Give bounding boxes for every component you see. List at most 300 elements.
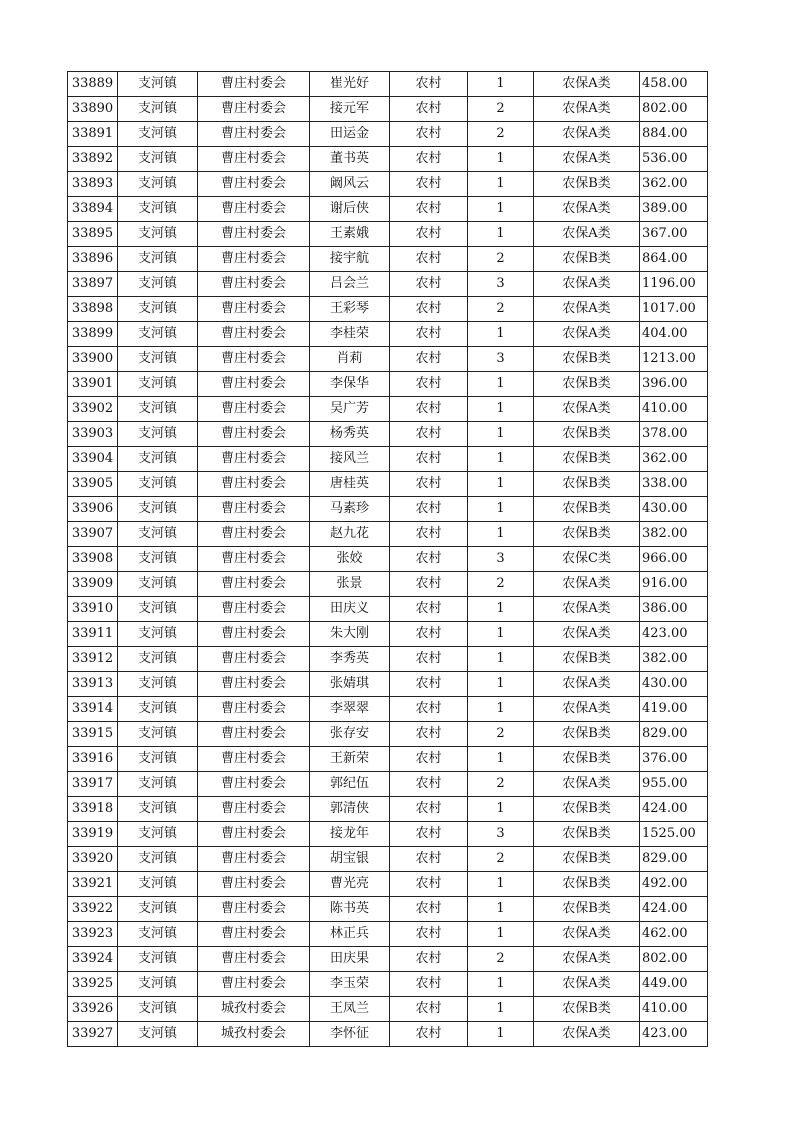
village-committee-cell: 曹庄村委会: [198, 322, 310, 347]
name-cell: 田庆果: [310, 947, 390, 972]
village-committee-cell: 城孜村委会: [198, 997, 310, 1022]
table-row: [68, 72, 708, 97]
village-committee-cell: 曹庄村委会: [198, 547, 310, 572]
category-cell: 农保A类: [534, 922, 640, 947]
amount-cell: 536.00: [640, 147, 708, 172]
household-type-cell: 农村: [390, 747, 468, 772]
household-size-cell: 1: [468, 172, 534, 197]
table-row: [68, 797, 708, 822]
name-cell: 曹光亮: [310, 872, 390, 897]
household-size-cell: 1: [468, 647, 534, 672]
table-row: [68, 572, 708, 597]
household-size-cell: 1: [468, 697, 534, 722]
household-type-cell: 农村: [390, 822, 468, 847]
household-size-cell: 1: [468, 197, 534, 222]
town-cell: 支河镇: [118, 947, 198, 972]
serial-number-cell: 33916: [68, 747, 118, 772]
category-cell: 农保C类: [534, 547, 640, 572]
serial-number-cell: 33912: [68, 647, 118, 672]
town-cell: 支河镇: [118, 272, 198, 297]
category-cell: 农保B类: [534, 822, 640, 847]
serial-number-cell: 33903: [68, 422, 118, 447]
amount-cell: 916.00: [640, 572, 708, 597]
serial-number-cell: 33911: [68, 622, 118, 647]
town-cell: 支河镇: [118, 397, 198, 422]
town-cell: 支河镇: [118, 222, 198, 247]
serial-number-cell: 33921: [68, 872, 118, 897]
town-cell: 支河镇: [118, 997, 198, 1022]
town-cell: 支河镇: [118, 922, 198, 947]
village-committee-cell: 曹庄村委会: [198, 622, 310, 647]
category-cell: 农保B类: [534, 522, 640, 547]
name-cell: 李桂荣: [310, 322, 390, 347]
amount-cell: 367.00: [640, 222, 708, 247]
name-cell: 接龙年: [310, 822, 390, 847]
town-cell: 支河镇: [118, 172, 198, 197]
household-type-cell: 农村: [390, 447, 468, 472]
table-row: [68, 822, 708, 847]
town-cell: 支河镇: [118, 347, 198, 372]
serial-number-cell: 33891: [68, 122, 118, 147]
category-cell: 农保A类: [534, 972, 640, 997]
household-type-cell: 农村: [390, 1022, 468, 1047]
name-cell: 吕会兰: [310, 272, 390, 297]
amount-cell: 410.00: [640, 397, 708, 422]
household-size-cell: 1: [468, 522, 534, 547]
village-committee-cell: 曹庄村委会: [198, 872, 310, 897]
name-cell: 郭纪伍: [310, 772, 390, 797]
relief-roster-table: [67, 71, 708, 1047]
household-size-cell: 2: [468, 847, 534, 872]
name-cell: 朱大刚: [310, 622, 390, 647]
table-row: [68, 947, 708, 972]
name-cell: 接元军: [310, 97, 390, 122]
table-row: [68, 997, 708, 1022]
household-size-cell: 1: [468, 1022, 534, 1047]
name-cell: 李秀英: [310, 647, 390, 672]
village-committee-cell: 曹庄村委会: [198, 947, 310, 972]
serial-number-cell: 33926: [68, 997, 118, 1022]
amount-cell: 492.00: [640, 872, 708, 897]
amount-cell: 462.00: [640, 922, 708, 947]
town-cell: 支河镇: [118, 522, 198, 547]
household-type-cell: 农村: [390, 972, 468, 997]
household-type-cell: 农村: [390, 722, 468, 747]
household-size-cell: 1: [468, 897, 534, 922]
household-size-cell: 3: [468, 272, 534, 297]
table-row: [68, 222, 708, 247]
category-cell: 农保A类: [534, 222, 640, 247]
serial-number-cell: 33904: [68, 447, 118, 472]
household-type-cell: 农村: [390, 122, 468, 147]
amount-cell: 423.00: [640, 1022, 708, 1047]
amount-cell: 802.00: [640, 947, 708, 972]
village-committee-cell: 曹庄村委会: [198, 97, 310, 122]
household-type-cell: 农村: [390, 247, 468, 272]
serial-number-cell: 33915: [68, 722, 118, 747]
amount-cell: 458.00: [640, 72, 708, 97]
name-cell: 胡宝银: [310, 847, 390, 872]
village-committee-cell: 城孜村委会: [198, 1022, 310, 1047]
household-type-cell: 农村: [390, 172, 468, 197]
household-type-cell: 农村: [390, 222, 468, 247]
table-body: [68, 72, 708, 1047]
table-row: [68, 147, 708, 172]
household-size-cell: 1: [468, 797, 534, 822]
household-size-cell: 2: [468, 722, 534, 747]
town-cell: 支河镇: [118, 297, 198, 322]
name-cell: 赵九花: [310, 522, 390, 547]
name-cell: 谢后侠: [310, 197, 390, 222]
household-size-cell: 2: [468, 97, 534, 122]
household-size-cell: 1: [468, 372, 534, 397]
table-row: [68, 422, 708, 447]
household-size-cell: 3: [468, 822, 534, 847]
village-committee-cell: 曹庄村委会: [198, 647, 310, 672]
serial-number-cell: 33922: [68, 897, 118, 922]
village-committee-cell: 曹庄村委会: [198, 772, 310, 797]
name-cell: 田庆义: [310, 597, 390, 622]
village-committee-cell: 曹庄村委会: [198, 172, 310, 197]
category-cell: 农保B类: [534, 247, 640, 272]
name-cell: 张姣: [310, 547, 390, 572]
category-cell: 农保B类: [534, 647, 640, 672]
serial-number-cell: 33902: [68, 397, 118, 422]
name-cell: 林正兵: [310, 922, 390, 947]
serial-number-cell: 33892: [68, 147, 118, 172]
household-type-cell: 农村: [390, 197, 468, 222]
amount-cell: 449.00: [640, 972, 708, 997]
household-size-cell: 1: [468, 72, 534, 97]
village-committee-cell: 曹庄村委会: [198, 122, 310, 147]
name-cell: 接宇航: [310, 247, 390, 272]
household-size-cell: 1: [468, 147, 534, 172]
village-committee-cell: 曹庄村委会: [198, 897, 310, 922]
amount-cell: 430.00: [640, 497, 708, 522]
table-row: [68, 272, 708, 297]
category-cell: 农保B类: [534, 747, 640, 772]
category-cell: 农保B类: [534, 372, 640, 397]
category-cell: 农保B类: [534, 847, 640, 872]
name-cell: 李怀征: [310, 1022, 390, 1047]
amount-cell: 829.00: [640, 722, 708, 747]
amount-cell: 386.00: [640, 597, 708, 622]
town-cell: 支河镇: [118, 147, 198, 172]
serial-number-cell: 33914: [68, 697, 118, 722]
household-type-cell: 农村: [390, 947, 468, 972]
household-type-cell: 农村: [390, 772, 468, 797]
name-cell: 吴广芳: [310, 397, 390, 422]
household-size-cell: 3: [468, 547, 534, 572]
category-cell: 农保B类: [534, 422, 640, 447]
category-cell: 农保A类: [534, 147, 640, 172]
name-cell: 崔光好: [310, 72, 390, 97]
village-committee-cell: 曹庄村委会: [198, 672, 310, 697]
town-cell: 支河镇: [118, 547, 198, 572]
village-committee-cell: 曹庄村委会: [198, 747, 310, 772]
table-row: [68, 297, 708, 322]
amount-cell: 802.00: [640, 97, 708, 122]
town-cell: 支河镇: [118, 622, 198, 647]
name-cell: 唐桂英: [310, 472, 390, 497]
table-row: [68, 697, 708, 722]
household-size-cell: 1: [468, 672, 534, 697]
household-type-cell: 农村: [390, 272, 468, 297]
serial-number-cell: 33927: [68, 1022, 118, 1047]
household-type-cell: 农村: [390, 922, 468, 947]
town-cell: 支河镇: [118, 872, 198, 897]
category-cell: 农保A类: [534, 272, 640, 297]
town-cell: 支河镇: [118, 722, 198, 747]
amount-cell: 404.00: [640, 322, 708, 347]
table-row: [68, 97, 708, 122]
village-committee-cell: 曹庄村委会: [198, 397, 310, 422]
town-cell: 支河镇: [118, 847, 198, 872]
amount-cell: 382.00: [640, 522, 708, 547]
serial-number-cell: 33908: [68, 547, 118, 572]
village-committee-cell: 曹庄村委会: [198, 922, 310, 947]
table-row: [68, 922, 708, 947]
amount-cell: 966.00: [640, 547, 708, 572]
serial-number-cell: 33905: [68, 472, 118, 497]
town-cell: 支河镇: [118, 747, 198, 772]
town-cell: 支河镇: [118, 422, 198, 447]
amount-cell: 362.00: [640, 447, 708, 472]
household-type-cell: 农村: [390, 897, 468, 922]
table-row: [68, 447, 708, 472]
household-size-cell: 1: [468, 322, 534, 347]
village-committee-cell: 曹庄村委会: [198, 797, 310, 822]
serial-number-cell: 33897: [68, 272, 118, 297]
table-row: [68, 472, 708, 497]
name-cell: 李翠翠: [310, 697, 390, 722]
category-cell: 农保B类: [534, 797, 640, 822]
category-cell: 农保A类: [534, 97, 640, 122]
category-cell: 农保B类: [534, 997, 640, 1022]
amount-cell: 389.00: [640, 197, 708, 222]
household-type-cell: 农村: [390, 997, 468, 1022]
category-cell: 农保B类: [534, 897, 640, 922]
amount-cell: 1213.00: [640, 347, 708, 372]
household-size-cell: 1: [468, 922, 534, 947]
name-cell: 王素娥: [310, 222, 390, 247]
town-cell: 支河镇: [118, 697, 198, 722]
amount-cell: 338.00: [640, 472, 708, 497]
household-size-cell: 1: [468, 622, 534, 647]
town-cell: 支河镇: [118, 247, 198, 272]
table-row: [68, 872, 708, 897]
table-row: [68, 772, 708, 797]
category-cell: 农保A类: [534, 397, 640, 422]
household-type-cell: 农村: [390, 422, 468, 447]
table-row: [68, 322, 708, 347]
town-cell: 支河镇: [118, 972, 198, 997]
household-size-cell: 1: [468, 497, 534, 522]
category-cell: 农保A类: [534, 297, 640, 322]
serial-number-cell: 33909: [68, 572, 118, 597]
table-row: [68, 547, 708, 572]
category-cell: 农保A类: [534, 622, 640, 647]
table-row: [68, 1022, 708, 1047]
table-row: [68, 722, 708, 747]
village-committee-cell: 曹庄村委会: [198, 147, 310, 172]
table-row: [68, 597, 708, 622]
town-cell: 支河镇: [118, 72, 198, 97]
serial-number-cell: 33917: [68, 772, 118, 797]
town-cell: 支河镇: [118, 572, 198, 597]
town-cell: 支河镇: [118, 447, 198, 472]
household-type-cell: 农村: [390, 147, 468, 172]
table-row: [68, 747, 708, 772]
name-cell: 王新荣: [310, 747, 390, 772]
amount-cell: 424.00: [640, 897, 708, 922]
village-committee-cell: 曹庄村委会: [198, 272, 310, 297]
village-committee-cell: 曹庄村委会: [198, 497, 310, 522]
table-row: [68, 172, 708, 197]
household-type-cell: 农村: [390, 72, 468, 97]
household-size-cell: 1: [468, 222, 534, 247]
household-size-cell: 1: [468, 472, 534, 497]
category-cell: 农保B类: [534, 172, 640, 197]
household-type-cell: 农村: [390, 372, 468, 397]
category-cell: 农保A类: [534, 1022, 640, 1047]
household-size-cell: 2: [468, 297, 534, 322]
village-committee-cell: 曹庄村委会: [198, 372, 310, 397]
village-committee-cell: 曹庄村委会: [198, 522, 310, 547]
household-size-cell: 1: [468, 422, 534, 447]
table-row: [68, 897, 708, 922]
village-committee-cell: 曹庄村委会: [198, 697, 310, 722]
household-size-cell: 2: [468, 772, 534, 797]
amount-cell: 362.00: [640, 172, 708, 197]
village-committee-cell: 曹庄村委会: [198, 222, 310, 247]
name-cell: 接风兰: [310, 447, 390, 472]
amount-cell: 955.00: [640, 772, 708, 797]
category-cell: 农保B类: [534, 447, 640, 472]
serial-number-cell: 33925: [68, 972, 118, 997]
category-cell: 农保A类: [534, 772, 640, 797]
town-cell: 支河镇: [118, 647, 198, 672]
amount-cell: 419.00: [640, 697, 708, 722]
village-committee-cell: 曹庄村委会: [198, 822, 310, 847]
category-cell: 农保A类: [534, 322, 640, 347]
town-cell: 支河镇: [118, 497, 198, 522]
category-cell: 农保A类: [534, 947, 640, 972]
category-cell: 农保A类: [534, 672, 640, 697]
household-type-cell: 农村: [390, 522, 468, 547]
town-cell: 支河镇: [118, 822, 198, 847]
serial-number-cell: 33893: [68, 172, 118, 197]
village-committee-cell: 曹庄村委会: [198, 247, 310, 272]
category-cell: 农保A类: [534, 122, 640, 147]
village-committee-cell: 曹庄村委会: [198, 197, 310, 222]
household-type-cell: 农村: [390, 297, 468, 322]
town-cell: 支河镇: [118, 672, 198, 697]
category-cell: 农保B类: [534, 722, 640, 747]
name-cell: 王彩琴: [310, 297, 390, 322]
amount-cell: 382.00: [640, 647, 708, 672]
household-size-cell: 1: [468, 972, 534, 997]
serial-number-cell: 33923: [68, 922, 118, 947]
household-size-cell: 1: [468, 447, 534, 472]
table-row: [68, 672, 708, 697]
name-cell: 张婧琪: [310, 672, 390, 697]
serial-number-cell: 33910: [68, 597, 118, 622]
table-row: [68, 347, 708, 372]
name-cell: 阚风云: [310, 172, 390, 197]
name-cell: 郭清侠: [310, 797, 390, 822]
household-size-cell: 1: [468, 997, 534, 1022]
category-cell: 农保B类: [534, 347, 640, 372]
name-cell: 陈书英: [310, 897, 390, 922]
amount-cell: 864.00: [640, 247, 708, 272]
village-committee-cell: 曹庄村委会: [198, 72, 310, 97]
name-cell: 李保华: [310, 372, 390, 397]
household-size-cell: 2: [468, 247, 534, 272]
amount-cell: 378.00: [640, 422, 708, 447]
table-row: [68, 522, 708, 547]
amount-cell: 423.00: [640, 622, 708, 647]
household-size-cell: 1: [468, 747, 534, 772]
name-cell: 张存安: [310, 722, 390, 747]
amount-cell: 1196.00: [640, 272, 708, 297]
serial-number-cell: 33890: [68, 97, 118, 122]
household-type-cell: 农村: [390, 847, 468, 872]
category-cell: 农保A类: [534, 572, 640, 597]
household-type-cell: 农村: [390, 872, 468, 897]
household-type-cell: 农村: [390, 397, 468, 422]
household-type-cell: 农村: [390, 622, 468, 647]
name-cell: 王凤兰: [310, 997, 390, 1022]
household-size-cell: 1: [468, 597, 534, 622]
name-cell: 董书英: [310, 147, 390, 172]
amount-cell: 829.00: [640, 847, 708, 872]
household-type-cell: 农村: [390, 697, 468, 722]
village-committee-cell: 曹庄村委会: [198, 597, 310, 622]
town-cell: 支河镇: [118, 372, 198, 397]
name-cell: 马素珍: [310, 497, 390, 522]
name-cell: 张景: [310, 572, 390, 597]
table-row: [68, 622, 708, 647]
household-size-cell: 2: [468, 572, 534, 597]
table-row: [68, 372, 708, 397]
amount-cell: 1525.00: [640, 822, 708, 847]
serial-number-cell: 33918: [68, 797, 118, 822]
household-type-cell: 农村: [390, 672, 468, 697]
category-cell: 农保B类: [534, 497, 640, 522]
category-cell: 农保A类: [534, 697, 640, 722]
amount-cell: 410.00: [640, 997, 708, 1022]
serial-number-cell: 33900: [68, 347, 118, 372]
town-cell: 支河镇: [118, 597, 198, 622]
serial-number-cell: 33906: [68, 497, 118, 522]
serial-number-cell: 33901: [68, 372, 118, 397]
serial-number-cell: 33913: [68, 672, 118, 697]
table-row: [68, 497, 708, 522]
town-cell: 支河镇: [118, 1022, 198, 1047]
household-size-cell: 1: [468, 872, 534, 897]
category-cell: 农保A类: [534, 597, 640, 622]
household-type-cell: 农村: [390, 322, 468, 347]
town-cell: 支河镇: [118, 122, 198, 147]
category-cell: 农保A类: [534, 197, 640, 222]
amount-cell: 884.00: [640, 122, 708, 147]
town-cell: 支河镇: [118, 472, 198, 497]
village-committee-cell: 曹庄村委会: [198, 722, 310, 747]
household-type-cell: 农村: [390, 647, 468, 672]
serial-number-cell: 33919: [68, 822, 118, 847]
town-cell: 支河镇: [118, 322, 198, 347]
